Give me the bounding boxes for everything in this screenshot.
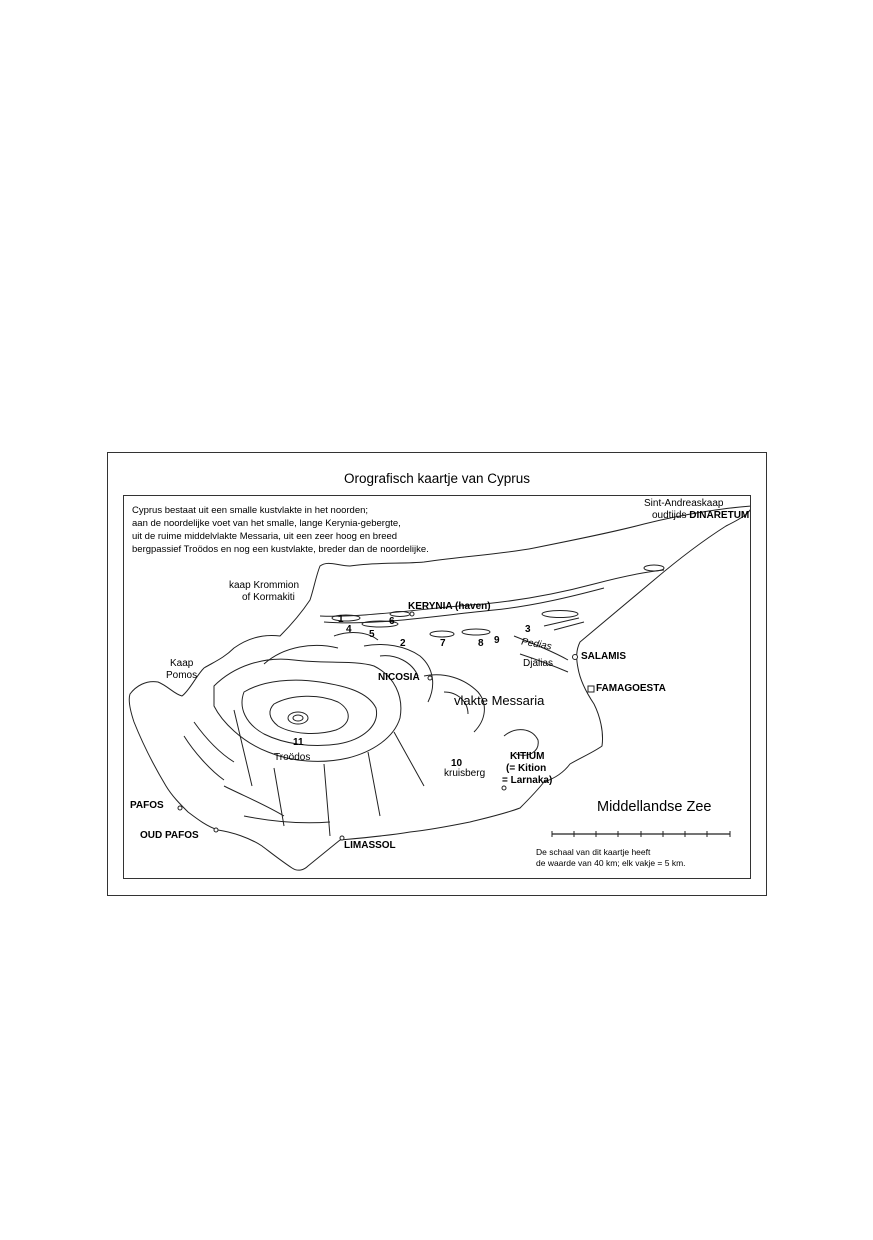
nicosia-marker [428, 676, 432, 680]
label-oudtijds: oudtijds [652, 510, 687, 521]
site-number: 8 [478, 638, 484, 649]
label-kruisberg: kruisberg [444, 768, 486, 779]
intro-line: uit de ruime middelvlakte Messaria, uit een zeer hoog en breed [132, 531, 398, 542]
label-vlakte-messaria: vlakte Messaria [454, 693, 545, 708]
label-dinaretum [652, 510, 749, 522]
site-number: 1 [338, 614, 344, 625]
scale-note-line: De schaal van dit kaartje heeft [536, 847, 651, 857]
label-djalias: Djalias [523, 658, 554, 669]
site-number: 11 [293, 737, 304, 748]
label-limassol: LIMASSOL [344, 840, 396, 851]
site-number: 6 [389, 616, 395, 627]
famagoesta-marker [588, 686, 594, 692]
label-famagoesta: FAMAGOESTA [596, 683, 666, 694]
label-kerynia: KERYNIA (haven) [408, 601, 491, 612]
label-nicosia: NICOSIA [378, 672, 420, 683]
label-troodos: Troödos [274, 752, 311, 763]
site-number: 7 [440, 638, 446, 649]
site-number: 4 [346, 624, 352, 635]
intro-line: bergpassief Troödos en nog een kustvlakte, breder dan de noordelijke. [132, 544, 429, 555]
oud-pafos-marker [214, 828, 218, 832]
pafos-marker [178, 806, 182, 810]
salamis-marker [573, 655, 578, 660]
label-sint-andreaskaap: Sint-Andreaskaap [644, 498, 724, 509]
intro-text [132, 504, 429, 556]
site-number: 3 [525, 624, 531, 635]
map-area [123, 495, 751, 879]
label-pedias: Pedias [520, 636, 553, 653]
label-pafos: PAFOS [130, 800, 164, 811]
site-number: 5 [369, 629, 375, 640]
label-kition: (= Kition [506, 763, 547, 774]
map-frame [107, 452, 767, 896]
label-larnaka: = Larnaka) [502, 775, 553, 786]
label-kaap-krommion: kaap Krommion [229, 580, 300, 591]
label-dinaretum-name: DINARETUM [689, 510, 750, 521]
label-oud-pafos: OUD PAFOS [140, 830, 199, 841]
intro-line: Cyprus bestaat uit een smalle kustvlakte in het noorden; [132, 505, 369, 516]
label-kaap: Kaap [170, 658, 194, 669]
label-salamis: SALAMIS [581, 651, 626, 662]
label-pomos: Pomos [166, 670, 198, 681]
label-middellandse-zee: Middellandse Zee [597, 799, 712, 815]
site-number: 10 [451, 758, 463, 769]
scale-note [536, 847, 686, 869]
site-number: 2 [400, 638, 406, 649]
map-title: Orografisch kaartje van Cyprus [343, 471, 531, 486]
scale-note-line: de waarde van 40 km; elk vakje = 5 km. [536, 858, 686, 868]
site-number: 9 [494, 635, 500, 646]
intro-line: aan de noordelijke voet van het smalle, lange Kerynia-gebergte, [132, 518, 401, 529]
label-kitium: KITIUM [510, 751, 545, 762]
label-kormakiti: of Kormakiti [242, 592, 295, 603]
